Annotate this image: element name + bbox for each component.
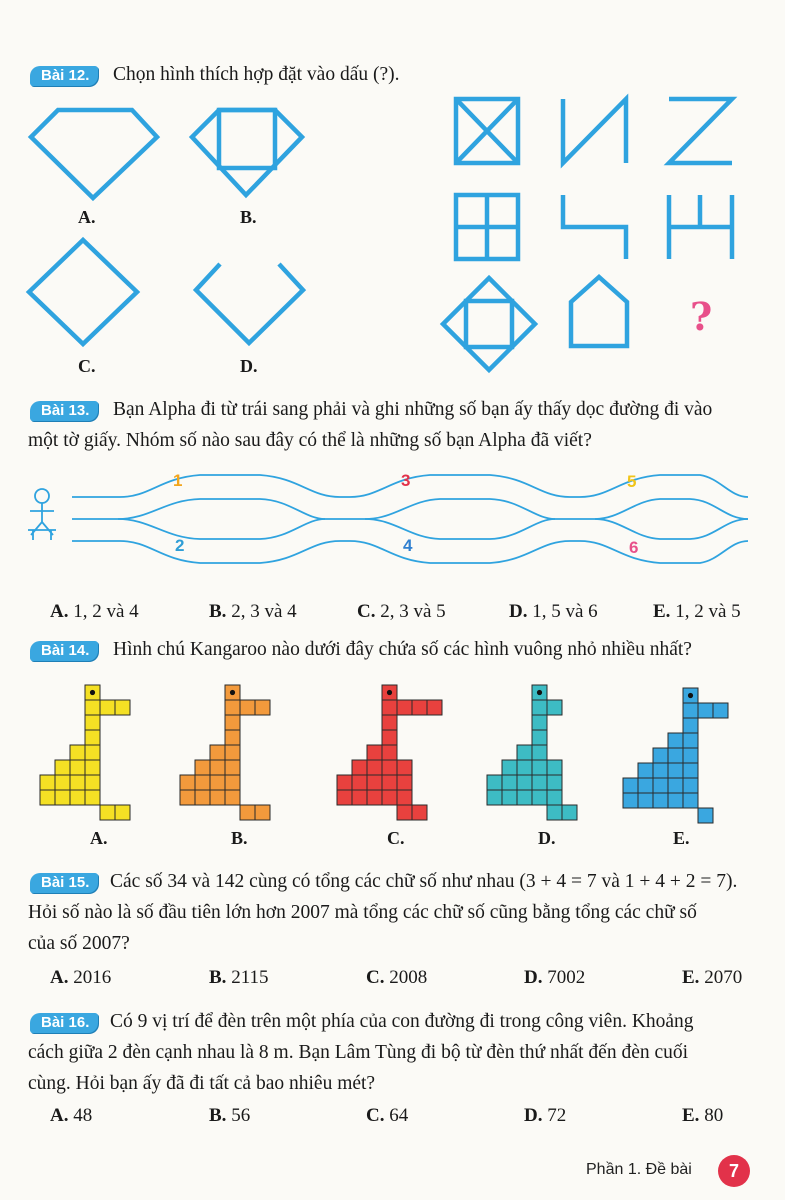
kangaroo-square — [85, 745, 100, 760]
p16-option-b[interactable]: B. 56 — [209, 1105, 251, 1126]
kangaroo-square — [487, 790, 502, 805]
kangaroo-label-b: B. — [231, 828, 248, 848]
kangaroo-square — [683, 763, 698, 778]
figure-label-a: A. — [78, 207, 96, 227]
kangaroo-square — [85, 790, 100, 805]
kangaroo-square — [40, 775, 55, 790]
problem-14-badge: Bài 14. — [30, 641, 98, 661]
kangaroo-d — [487, 685, 577, 820]
kangaroo-square — [195, 760, 210, 775]
kangaroo-square — [115, 700, 130, 715]
figure-label-d: D. — [240, 356, 258, 376]
kangaroo-square — [517, 745, 532, 760]
problem-16-line2: cách giữa 2 đèn cạnh nhau là 8 m. Bạn Lâm Tùng đi bộ từ đèn thứ nhất đến đèn cuối — [28, 1042, 689, 1063]
kangaroo-square — [367, 745, 382, 760]
kangaroo-square — [532, 700, 547, 715]
kangaroo-square — [85, 715, 100, 730]
kangaroo-square — [683, 733, 698, 748]
kangaroo-square — [195, 775, 210, 790]
kangaroo-square — [397, 805, 412, 820]
kangaroo-square — [337, 790, 352, 805]
kangaroo-square — [225, 730, 240, 745]
kangaroo-square — [352, 790, 367, 805]
kangaroo-square — [180, 790, 195, 805]
kangaroo-square — [382, 700, 397, 715]
kangaroo-label-c: C. — [387, 828, 405, 848]
kangaroo-square — [623, 778, 638, 793]
problem-13-line2: một tờ giấy. Nhóm số nào sau đây có thể là những số bạn Alpha đã viết? — [28, 430, 592, 451]
footer-section: Phần 1. Đề bài — [586, 1161, 692, 1178]
p13-option-d[interactable]: D. 1, 5 và 6 — [509, 601, 598, 622]
kangaroo-square — [225, 700, 240, 715]
kangaroo-square — [412, 700, 427, 715]
kangaroo-square — [502, 790, 517, 805]
kangaroo-square — [683, 748, 698, 763]
kangaroo-square — [532, 775, 547, 790]
kangaroo-square — [412, 805, 427, 820]
kangaroo-square — [532, 715, 547, 730]
kangaroo-square — [517, 760, 532, 775]
kangaroo-square — [210, 775, 225, 790]
kangaroo-label-a: A. — [90, 828, 108, 848]
kangaroo-square — [210, 745, 225, 760]
kangaroo-square — [367, 760, 382, 775]
kangaroo-square — [240, 805, 255, 820]
path-number-3: 3 — [401, 471, 411, 490]
p13-option-b[interactable]: B. 2, 3 và 4 — [209, 601, 297, 622]
kangaroo-square — [547, 790, 562, 805]
kangaroo-square — [240, 700, 255, 715]
kangaroo-square — [638, 778, 653, 793]
problem-12-text: Chọn hình thích hợp đặt vào dấu (?). — [113, 64, 400, 85]
figure-label-c: C. — [78, 356, 96, 376]
kangaroo-square — [180, 775, 195, 790]
kangaroo-square — [397, 700, 412, 715]
kangaroo-square — [352, 760, 367, 775]
kangaroo-eye — [537, 690, 542, 695]
path-number-6: 6 — [629, 538, 639, 557]
kangaroo-square — [427, 700, 442, 715]
kangaroo-a — [40, 685, 130, 820]
kangaroo-square — [698, 808, 713, 823]
p16-option-c[interactable]: C. 64 — [366, 1105, 409, 1126]
p13-option-c[interactable]: C. 2, 3 và 5 — [357, 601, 446, 622]
path-number-5: 5 — [627, 472, 637, 491]
kangaroo-square — [70, 775, 85, 790]
kangaroo-square — [382, 730, 397, 745]
problem-13-badge: Bài 13. — [30, 401, 98, 421]
kangaroo-square — [397, 790, 412, 805]
kangaroo-square — [668, 778, 683, 793]
kangaroo-square — [225, 790, 240, 805]
problem-16-line1: Có 9 vị trí để đèn trên một phía của con đường đi trong công viên. Khoảng — [110, 1011, 694, 1032]
kangaroo-square — [382, 745, 397, 760]
kangaroo-square — [382, 760, 397, 775]
kangaroo-square — [638, 763, 653, 778]
kangaroo-square — [623, 793, 638, 808]
kangaroo-square — [210, 790, 225, 805]
kangaroo-square — [397, 775, 412, 790]
kangaroo-eye — [90, 690, 95, 695]
question-mark: ? — [690, 294, 713, 339]
kangaroo-square — [115, 805, 130, 820]
kangaroo-square — [225, 745, 240, 760]
kangaroo-square — [70, 745, 85, 760]
kangaroo-square — [653, 748, 668, 763]
p13-option-a[interactable]: A. 1, 2 và 4 — [50, 601, 139, 622]
path-number-2: 2 — [175, 536, 185, 555]
kangaroo-eye — [230, 690, 235, 695]
kangaroo-square — [532, 760, 547, 775]
kangaroo-square — [195, 790, 210, 805]
kangaroo-square — [683, 703, 698, 718]
kangaroo-square — [367, 790, 382, 805]
kangaroo-e — [623, 688, 728, 823]
kangaroo-square — [225, 775, 240, 790]
kangaroo-square — [210, 760, 225, 775]
kangaroo-square — [382, 790, 397, 805]
kangaroo-square — [668, 793, 683, 808]
p16-option-d[interactable]: D. 72 — [524, 1105, 567, 1126]
p16-option-e[interactable]: E. 80 — [682, 1105, 724, 1126]
kangaroo-square — [653, 763, 668, 778]
kangaroo-square — [337, 775, 352, 790]
kangaroo-square — [85, 730, 100, 745]
kangaroo-square — [562, 805, 577, 820]
p15-option-c[interactable]: C. 2008 — [366, 967, 428, 988]
kangaroo-c — [337, 685, 442, 820]
kangaroo-square — [100, 805, 115, 820]
kangaroo-square — [532, 790, 547, 805]
kangaroo-square — [225, 715, 240, 730]
kangaroo-square — [40, 790, 55, 805]
problem-15-badge: Bài 15. — [30, 873, 98, 893]
kangaroo-square — [255, 700, 270, 715]
p15-option-d[interactable]: D. 7002 — [524, 967, 586, 988]
kangaroo-eye — [688, 693, 693, 698]
kangaroo-square — [255, 805, 270, 820]
p15-option-b[interactable]: B. 2115 — [209, 967, 269, 988]
kangaroo-square — [85, 700, 100, 715]
problem-15-line3: của số 2007? — [28, 933, 130, 954]
p15-option-a[interactable]: A. 2016 — [50, 967, 112, 988]
kangaroo-square — [683, 718, 698, 733]
figure-label-b: B. — [240, 207, 257, 227]
problem-13-line1: Bạn Alpha đi từ trái sang phải và ghi những số bạn ấy thấy dọc đường đi vào — [113, 399, 713, 420]
kangaroo-square — [55, 790, 70, 805]
kangaroo-square — [547, 775, 562, 790]
problem-15-line2: Hỏi số nào là số đầu tiên lớn hơn 2007 mà tổng các chữ số cũng bằng tổng các chữ số — [28, 902, 697, 923]
kangaroo-square — [487, 775, 502, 790]
kangaroo-square — [653, 778, 668, 793]
kangaroo-square — [668, 763, 683, 778]
problem-16-line3: cùng. Hỏi bạn ấy đã đi tất cả bao nhiêu mét? — [28, 1073, 376, 1094]
kangaroo-eye — [387, 690, 392, 695]
kangaroo-square — [397, 760, 412, 775]
kangaroo-square — [668, 748, 683, 763]
kangaroo-square — [85, 775, 100, 790]
kangaroo-square — [517, 790, 532, 805]
kangaroo-square — [85, 760, 100, 775]
kangaroo-square — [638, 793, 653, 808]
kangaroo-square — [70, 760, 85, 775]
kangaroo-square — [547, 805, 562, 820]
kangaroo-square — [352, 775, 367, 790]
kangaroo-square — [55, 760, 70, 775]
kangaroo-square — [55, 775, 70, 790]
kangaroo-square — [653, 793, 668, 808]
kangaroo-square — [382, 715, 397, 730]
problem-12-badge: Bài 12. — [30, 66, 98, 86]
problem-16-badge: Bài 16. — [30, 1013, 98, 1033]
p15-option-e[interactable]: E. 2070 — [682, 967, 743, 988]
problem-14-text: Hình chú Kangaroo nào dưới đây chứa số các hình vuông nhỏ nhiều nhất? — [113, 639, 692, 660]
kangaroo-square — [382, 775, 397, 790]
path-number-4: 4 — [403, 536, 413, 555]
p16-option-a[interactable]: A. 48 — [50, 1105, 93, 1126]
kangaroo-square — [683, 793, 698, 808]
kangaroo-label-e: E. — [673, 828, 690, 848]
kangaroo-b — [180, 685, 270, 820]
path-number-1: 1 — [173, 471, 183, 490]
kangaroo-square — [683, 778, 698, 793]
page-number: 7 — [718, 1155, 750, 1187]
kangaroo-square — [668, 733, 683, 748]
kangaroo-square — [532, 730, 547, 745]
kangaroo-label-d: D. — [538, 828, 556, 848]
kangaroo-square — [698, 703, 713, 718]
kangaroo-square — [547, 760, 562, 775]
kangaroo-square — [502, 760, 517, 775]
p13-option-e[interactable]: E. 1, 2 và 5 — [653, 601, 741, 622]
kangaroo-square — [517, 775, 532, 790]
problem-15-line1: Các số 34 và 142 cùng có tổng các chữ số như nhau (3 + 4 = 7 và 1 + 4 + 2 = 7). — [110, 871, 738, 892]
kangaroo-square — [502, 775, 517, 790]
kangaroo-square — [532, 745, 547, 760]
kangaroo-square — [367, 775, 382, 790]
kangaroo-square — [70, 790, 85, 805]
kangaroo-square — [225, 760, 240, 775]
kangaroo-square — [713, 703, 728, 718]
kangaroo-square — [547, 700, 562, 715]
kangaroo-square — [100, 700, 115, 715]
